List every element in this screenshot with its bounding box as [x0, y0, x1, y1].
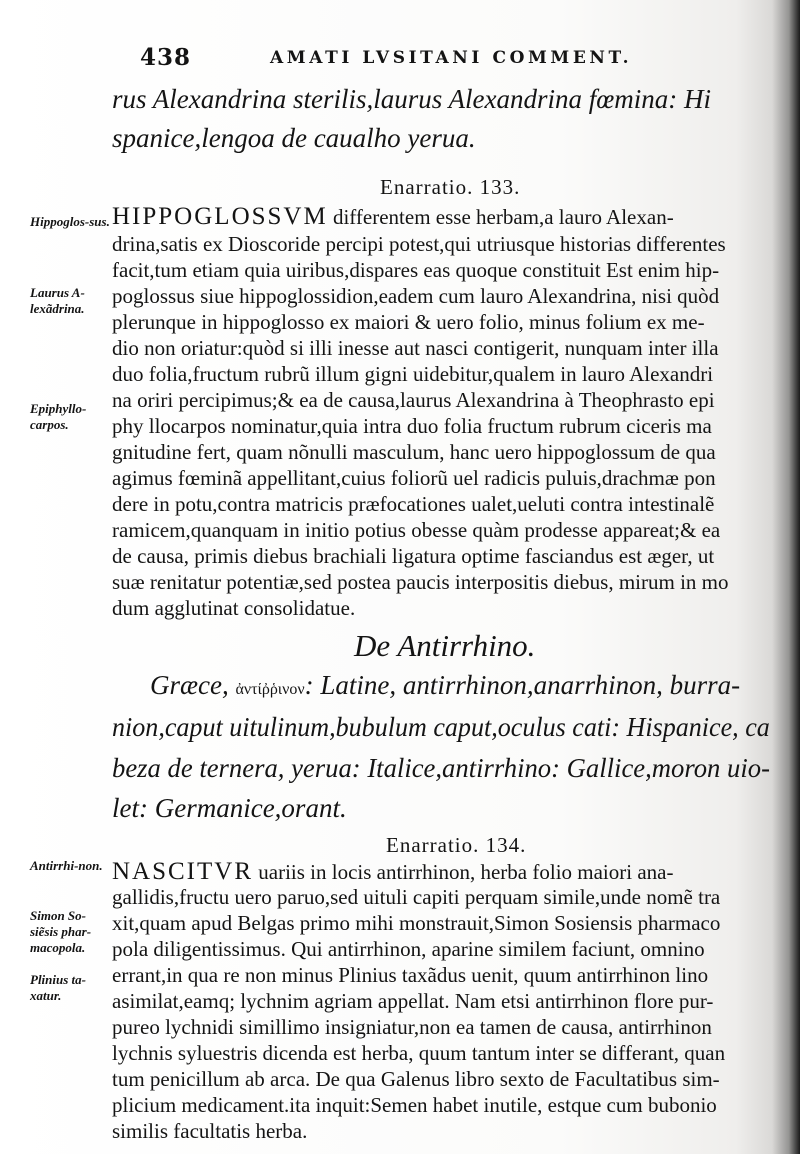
- names-line: nion,caput uitulinum,bubulum caput,oculus cati: Hispanice, ca: [112, 712, 770, 742]
- intro-line: spanice,lengoa de caualho yerua.: [112, 123, 476, 153]
- names-line: beza de ternera, yerua: Italice,antirrhino: Gallice,moron uio-: [112, 753, 770, 783]
- page-number: 438: [140, 44, 192, 71]
- paragraph-line: phy llocarpos nominatur,quia intra duo folia fructum rubrum ciceris ma: [112, 414, 712, 438]
- paragraph-line: suæ renitatur potentiæ,sed postea paucis interpositis diebus, mirum in mo: [112, 570, 729, 594]
- paragraph-line: NASCITVR uariis in locis antirrhinon, herba folio maiori ana-: [112, 858, 674, 885]
- paragraph-line: lychnis syluestris dicenda est herba, quum tantum inter se differant, quan: [112, 1041, 726, 1065]
- margin-note: Hippoglos-sus.: [30, 214, 110, 229]
- greek-word: ἀντίῤῥινον: [235, 681, 305, 698]
- paragraph-line: drina,satis ex Dioscoride percipi potest,qui utriusque historias differentes: [112, 232, 726, 256]
- section-title: De Antirrhino.: [354, 628, 536, 663]
- paragraph-line: pureo lychnidi simillimo insigniatur,non ea tamen de causa, antirrhinon: [112, 1015, 712, 1039]
- margin-note: Epiphyllo-carpos.: [30, 401, 87, 432]
- paragraph-line: ramicem,quanquam in initio potius obesse quàm prodesse appareat;& ea: [112, 518, 721, 542]
- names-line: Græce, ἀντίῤῥινον: Latine, antirrhinon,anarrhinon, burra-: [150, 670, 741, 700]
- paragraph-line: agimus fœminã appellitant,cuius foliorũ uel radicis puluis,drachmæ pon: [112, 466, 716, 490]
- paragraph-line: errant,in qua re non minus Plinius taxãdus uenit, quum antirrhinon lino: [112, 963, 709, 987]
- paragraph-line: gallidis,fructu uero paruo,sed uituli capiti perquam simile,unde nomẽ tra: [112, 885, 721, 909]
- paragraph-line: dum agglutinat consolidatue.: [112, 596, 356, 620]
- paragraph-line: duo folia,fructum rubrũ illum gigni uidebitur,qualem in lauro Alexandri: [112, 362, 714, 386]
- paragraph-line: similis facultatis herba.: [112, 1119, 308, 1143]
- paragraph-line: plicium medicament.ita inquit:Semen habet inutile, estque cum bubonio: [112, 1093, 717, 1117]
- names-line: let: Germanice,orant.: [112, 793, 347, 823]
- running-title: AMATI LVSITANI COMMENT.: [270, 48, 633, 68]
- page-header: [140, 44, 760, 74]
- paragraph-line: tum penicillum ab arca. De qua Galenus libro sexto de Facultatibus sim-: [112, 1067, 720, 1091]
- paragraph-line: xit,quam apud Belgas primo mihi monstrauit,Simon Sosiensis pharmaco: [112, 911, 721, 935]
- paragraph-line: dio non oriatur:quòd si illi inesse aut nasci contigerit, nunquam inter illa: [112, 336, 719, 360]
- paragraph-line: asimilat,eamq; lychnim agriam appellat. Nam etsi antirrhinon flore pur-: [112, 989, 714, 1013]
- margin-note: Simon So-siẽsis phar-macopola.: [30, 908, 92, 955]
- paragraph-line: HIPPOGLOSSVM differentem esse herbam,a lauro Alexan-: [112, 203, 674, 230]
- paragraph-line: gnitudine fert, quam nõnulli masculum, hanc uero hippoglossum de qua: [112, 440, 716, 464]
- intro-line: rus Alexandrina sterilis,laurus Alexandrina fœmina: Hi: [112, 84, 712, 114]
- drop-word: NASCITVR: [112, 858, 254, 885]
- paragraph-line: facit,tum etiam quia uiribus,dispares eas quoque constituit Est enim hip-: [112, 258, 720, 282]
- paragraph-line: pola diligentissimus. Qui antirrhinon, aparine similem faciunt, omnino: [112, 937, 705, 961]
- book-binding-shadow: [772, 0, 800, 1154]
- paragraph-line: poglossus siue hippoglossidion,eadem cum lauro Alexandrina, nisi quòd: [112, 284, 720, 308]
- drop-word: HIPPOGLOSSVM: [112, 203, 328, 230]
- margin-note: Plinius ta-xatur.: [30, 972, 86, 1003]
- enarratio-134-heading: Enarratio. 134.: [386, 833, 527, 857]
- paragraph-line: plerunque in hippoglosso ex maiori & uero folio, minus folium ex me-: [112, 310, 705, 334]
- margin-note: Antirrhi-non.: [30, 858, 103, 873]
- paragraph-line: na oriri percipimus;& ea de causa,laurus Alexandrina à Theophrasto epi: [112, 388, 715, 412]
- margin-note: Laurus A-lexãdrina.: [30, 285, 85, 316]
- paragraph-line: dere in potu,contra matricis præfocationes ualet,ueluti contra intestinalẽ: [112, 492, 715, 516]
- paragraph-line: de causa, primis diebus brachiali ligatura optime fasciandus est æger, ut: [112, 544, 715, 568]
- enarratio-133-heading: Enarratio. 133.: [380, 175, 521, 199]
